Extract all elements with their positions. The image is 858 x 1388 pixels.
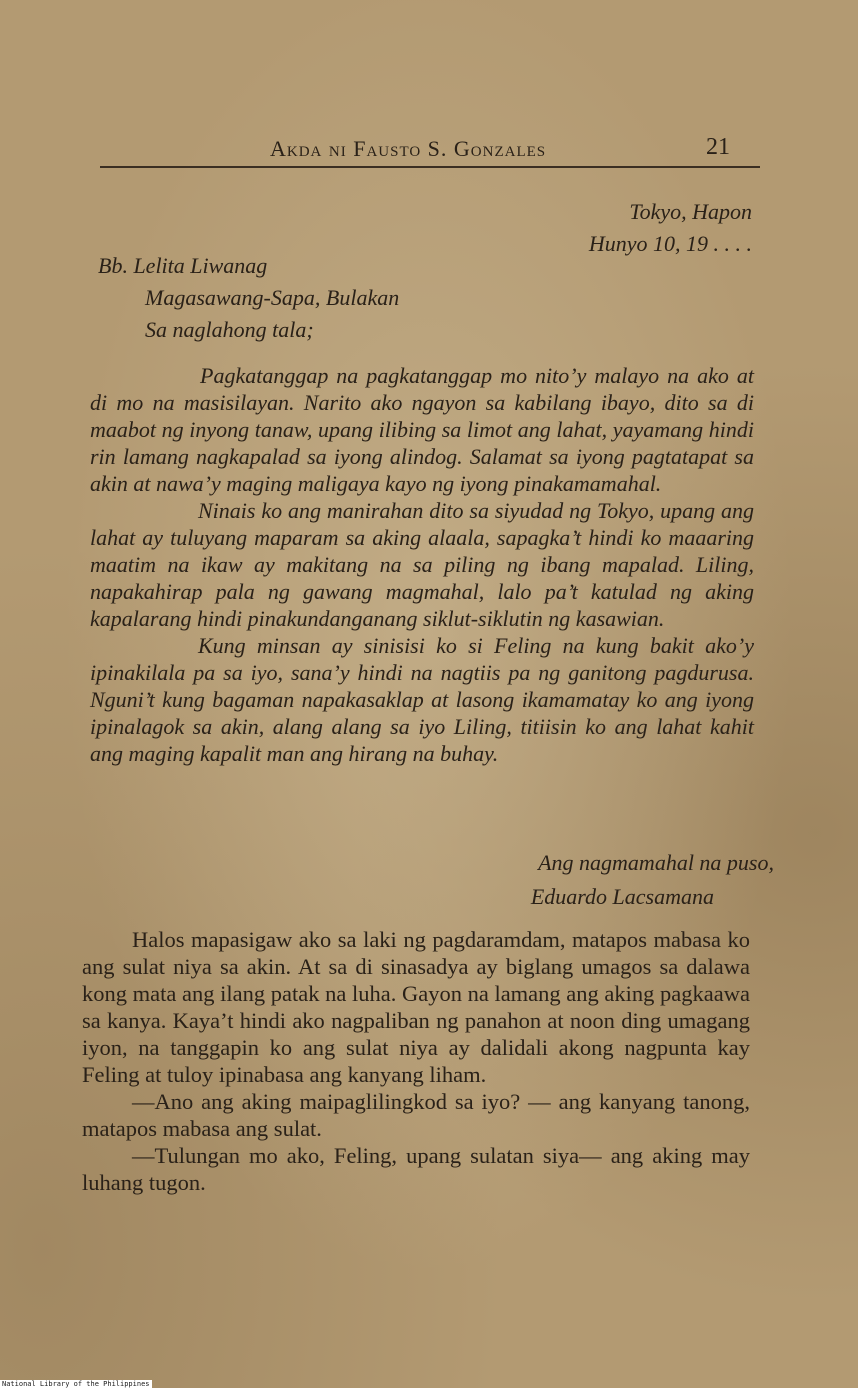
letter-dateline — [589, 196, 752, 260]
narrative-paragraph: —Ano ang aking maipaglilingkod sa iyo? — ang kanyang tanong, matapos mabasa ang sulat. — [82, 1089, 750, 1141]
letter-body — [90, 362, 754, 767]
narrative-text — [82, 926, 750, 1196]
letter-salutation: Sa naglahong tala; — [145, 317, 314, 342]
letter-place: Tokyo, Hapon — [629, 199, 752, 224]
letter-address-block — [98, 250, 399, 346]
letter-closing-block — [531, 846, 774, 914]
letter-date: Hunyo 10, 19 . . . . — [588, 231, 752, 256]
narrative-paragraph: Halos mapasigaw ako sa laki ng pagdaramdam, matapos mabasa ko ang sulat niya sa akin. At sa di sinasadya ay biglang umagos sa dalawa kong mata ang ilang patak na luha. Gayon na lamang ang aking pagkaawa sa kanya. Kaya’t hindi ako nagpaliban ng panahon at noon ding umagang iyon, na tanggapin ko ang sulat niya ay dalidali akong nagpunta kay Feling at tuloy ipinabasa ang kanyang liham. — [82, 927, 750, 1087]
letter-paragraph: Ninais ko ang manirahan dito sa siyudad ng Tokyo, upang ang lahat ay tuluyang maparam sa aking alaala, sapagka’t hindi ko maaaring maatim na ikaw ay makitang na sa piling ng ibang mapalad. Liling, napakahirap pala ng gawang magmahal, lalo pa’t katulad ng aking kapalarang hindi pinakundanganang siklut-siklutin ng kasawian. — [90, 498, 754, 631]
letter-paragraph: Pagkatanggap na pagkatanggap mo nito’y malayo na ako at di mo na masisilayan. Narito ako ngayon sa kabilang ibayo, dito sa di maabot ng inyong tanaw, upang ilibing sa limot ang lahat, yayamang hindi rin lamang nagkapalad sa iyong alindog. Salamat sa iyong pagtatapat sa akin at nawa’y maging maligaya kayo ng iyong pinakamamahal. — [90, 363, 754, 496]
page-header — [100, 136, 760, 168]
page-number: 21 — [706, 134, 730, 160]
letter-signature: Eduardo Lacsamana — [530, 884, 714, 909]
letter-closing: Ang nagmamahal na puso, — [538, 850, 774, 875]
letter-paragraph: Kung minsan ay sinisisi ko si Feling na kung bakit ako’y ipinakilala pa sa iyo, sana’y hindi na nagtiis pa ng ganitong pagdurusa. Nguni’t kung bagaman napakasaklap at lasong ikamamatay ko ang iyong ipinalagok sa akin, alang alang sa iyo Liling, titiisin ko ang lahat kahit ang maging kapalit man ang hirang na buhay. — [90, 633, 754, 766]
narrative-paragraph: —Tulungan mo ako, Feling, upang sulatan siya— ang aking may luhang tugon. — [82, 1143, 750, 1195]
recipient-address: Magasawang-Sapa, Bulakan — [145, 285, 400, 310]
library-credit: National Library of the Philippines — [2, 1380, 150, 1388]
running-head: Akda ni Fausto S. Gonzales — [270, 136, 547, 161]
recipient-name: Bb. Lelita Liwanag — [98, 253, 268, 278]
